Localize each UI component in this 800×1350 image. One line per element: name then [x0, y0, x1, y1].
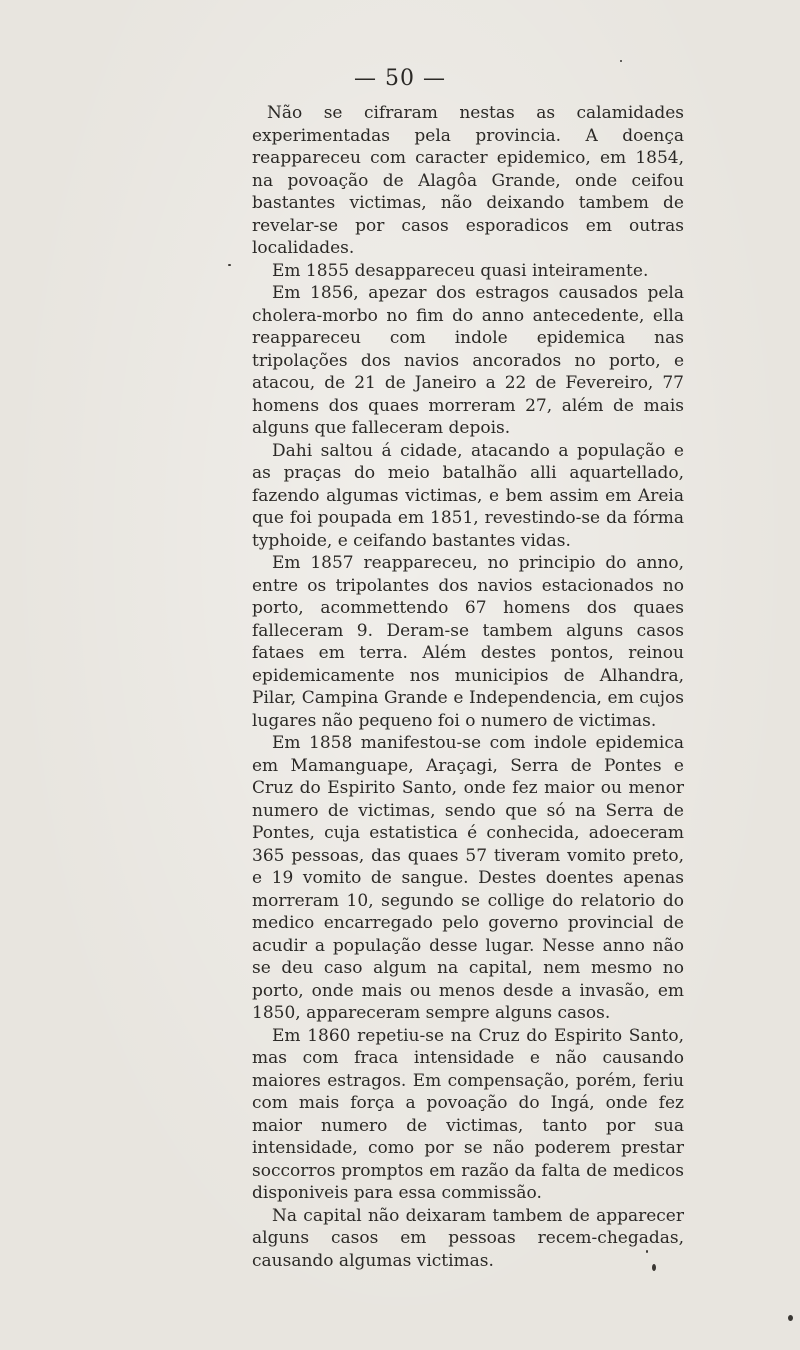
ink-speck	[652, 1264, 656, 1271]
paragraph: Na capital não deixaram tambem de apparecer alguns casos em pessoas recem-chegadas, causando algumas victimas.	[252, 1205, 684, 1271]
ink-speck	[620, 60, 622, 62]
ink-speck	[646, 1250, 648, 1253]
paragraph: Em 1860 repetiu-se na Cruz do Espirito Santo, mas com fraca intensidade e não causando maiores estragos. Em compensação, porém, feriu com mais força a povoação do Ingá, onde fez maior numero de victimas, tanto por sua intensidade, como por se não poderem prestar soccorros promptos em razão da falta de medicos disponiveis para essa commissão.	[252, 1025, 684, 1203]
page-number: — 50 —	[354, 66, 446, 91]
ink-speck	[788, 1315, 793, 1321]
paragraph: Em 1856, apezar dos estragos causados pela cholera-morbo no fim do anno antecedente, ella reappareceu com indole epidemica nas tripolações dos navios ancorados no porto, e atacou, de 21 de Janeiro a 22 de Fevereiro, 77 homens dos quaes morreram 27, além de mais alguns que falleceram depois.	[252, 283, 684, 438]
paragraph: Dahi saltou á cidade, atacando a população e as praças do meio batalhão alli aquartellado, fazendo algumas victimas, e bem assim em Areia que foi poupada em 1851, revestindo-se da fórma typhoide, e ceifando bastantes vidas.	[252, 440, 684, 551]
ink-speck	[228, 264, 231, 266]
paragraph: Em 1858 manifestou-se com indole epidemica em Mamanguape, Araçagi, Serra de Pontes e Cruz do Espirito Santo, onde fez maior ou menor numero de victimas, sendo que só na Serra de Pontes, cuja estatistica é conhecida, adoeceram 365 pessoas, das quaes 57 tiveram vomito preto, e 19 vomito de sangue. Destes doentes apenas morreram 10, segundo se collige do relatorio do medico encarregado pelo governo provincial de acudir a população desse lugar. Nesse anno não se deu caso algum na capital, nem mesmo no porto, onde mais ou menos desde a invasão, em 1850, appareceram sempre alguns casos.	[252, 733, 684, 1023]
paragraph: Não se cifraram nestas as calamidades experimentadas pela provincia. A doença reappareceu com caracter epidemico, em 1854, na povoação de Alagôa Grande, onde ceifou bastantes victimas, não deixando tambem de revelar-se por casos esporadicos em outras localidades.	[252, 103, 684, 258]
body-text	[252, 102, 684, 1272]
paragraph: Em 1855 desappareceu quasi inteiramente.	[272, 260, 649, 281]
paragraph: Em 1857 reappareceu, no principio do anno, entre os tripolantes dos navios estacionados no porto, acommettendo 67 homens dos quaes falleceram 9. Deram-se tambem alguns casos fataes em terra. Além destes pontos, reinou epidemicamente nos municipios de Alhandra, Pilar, Campina Grande e Independencia, em cujos lugares não pequeno foi o numero de victimas.	[252, 553, 684, 731]
